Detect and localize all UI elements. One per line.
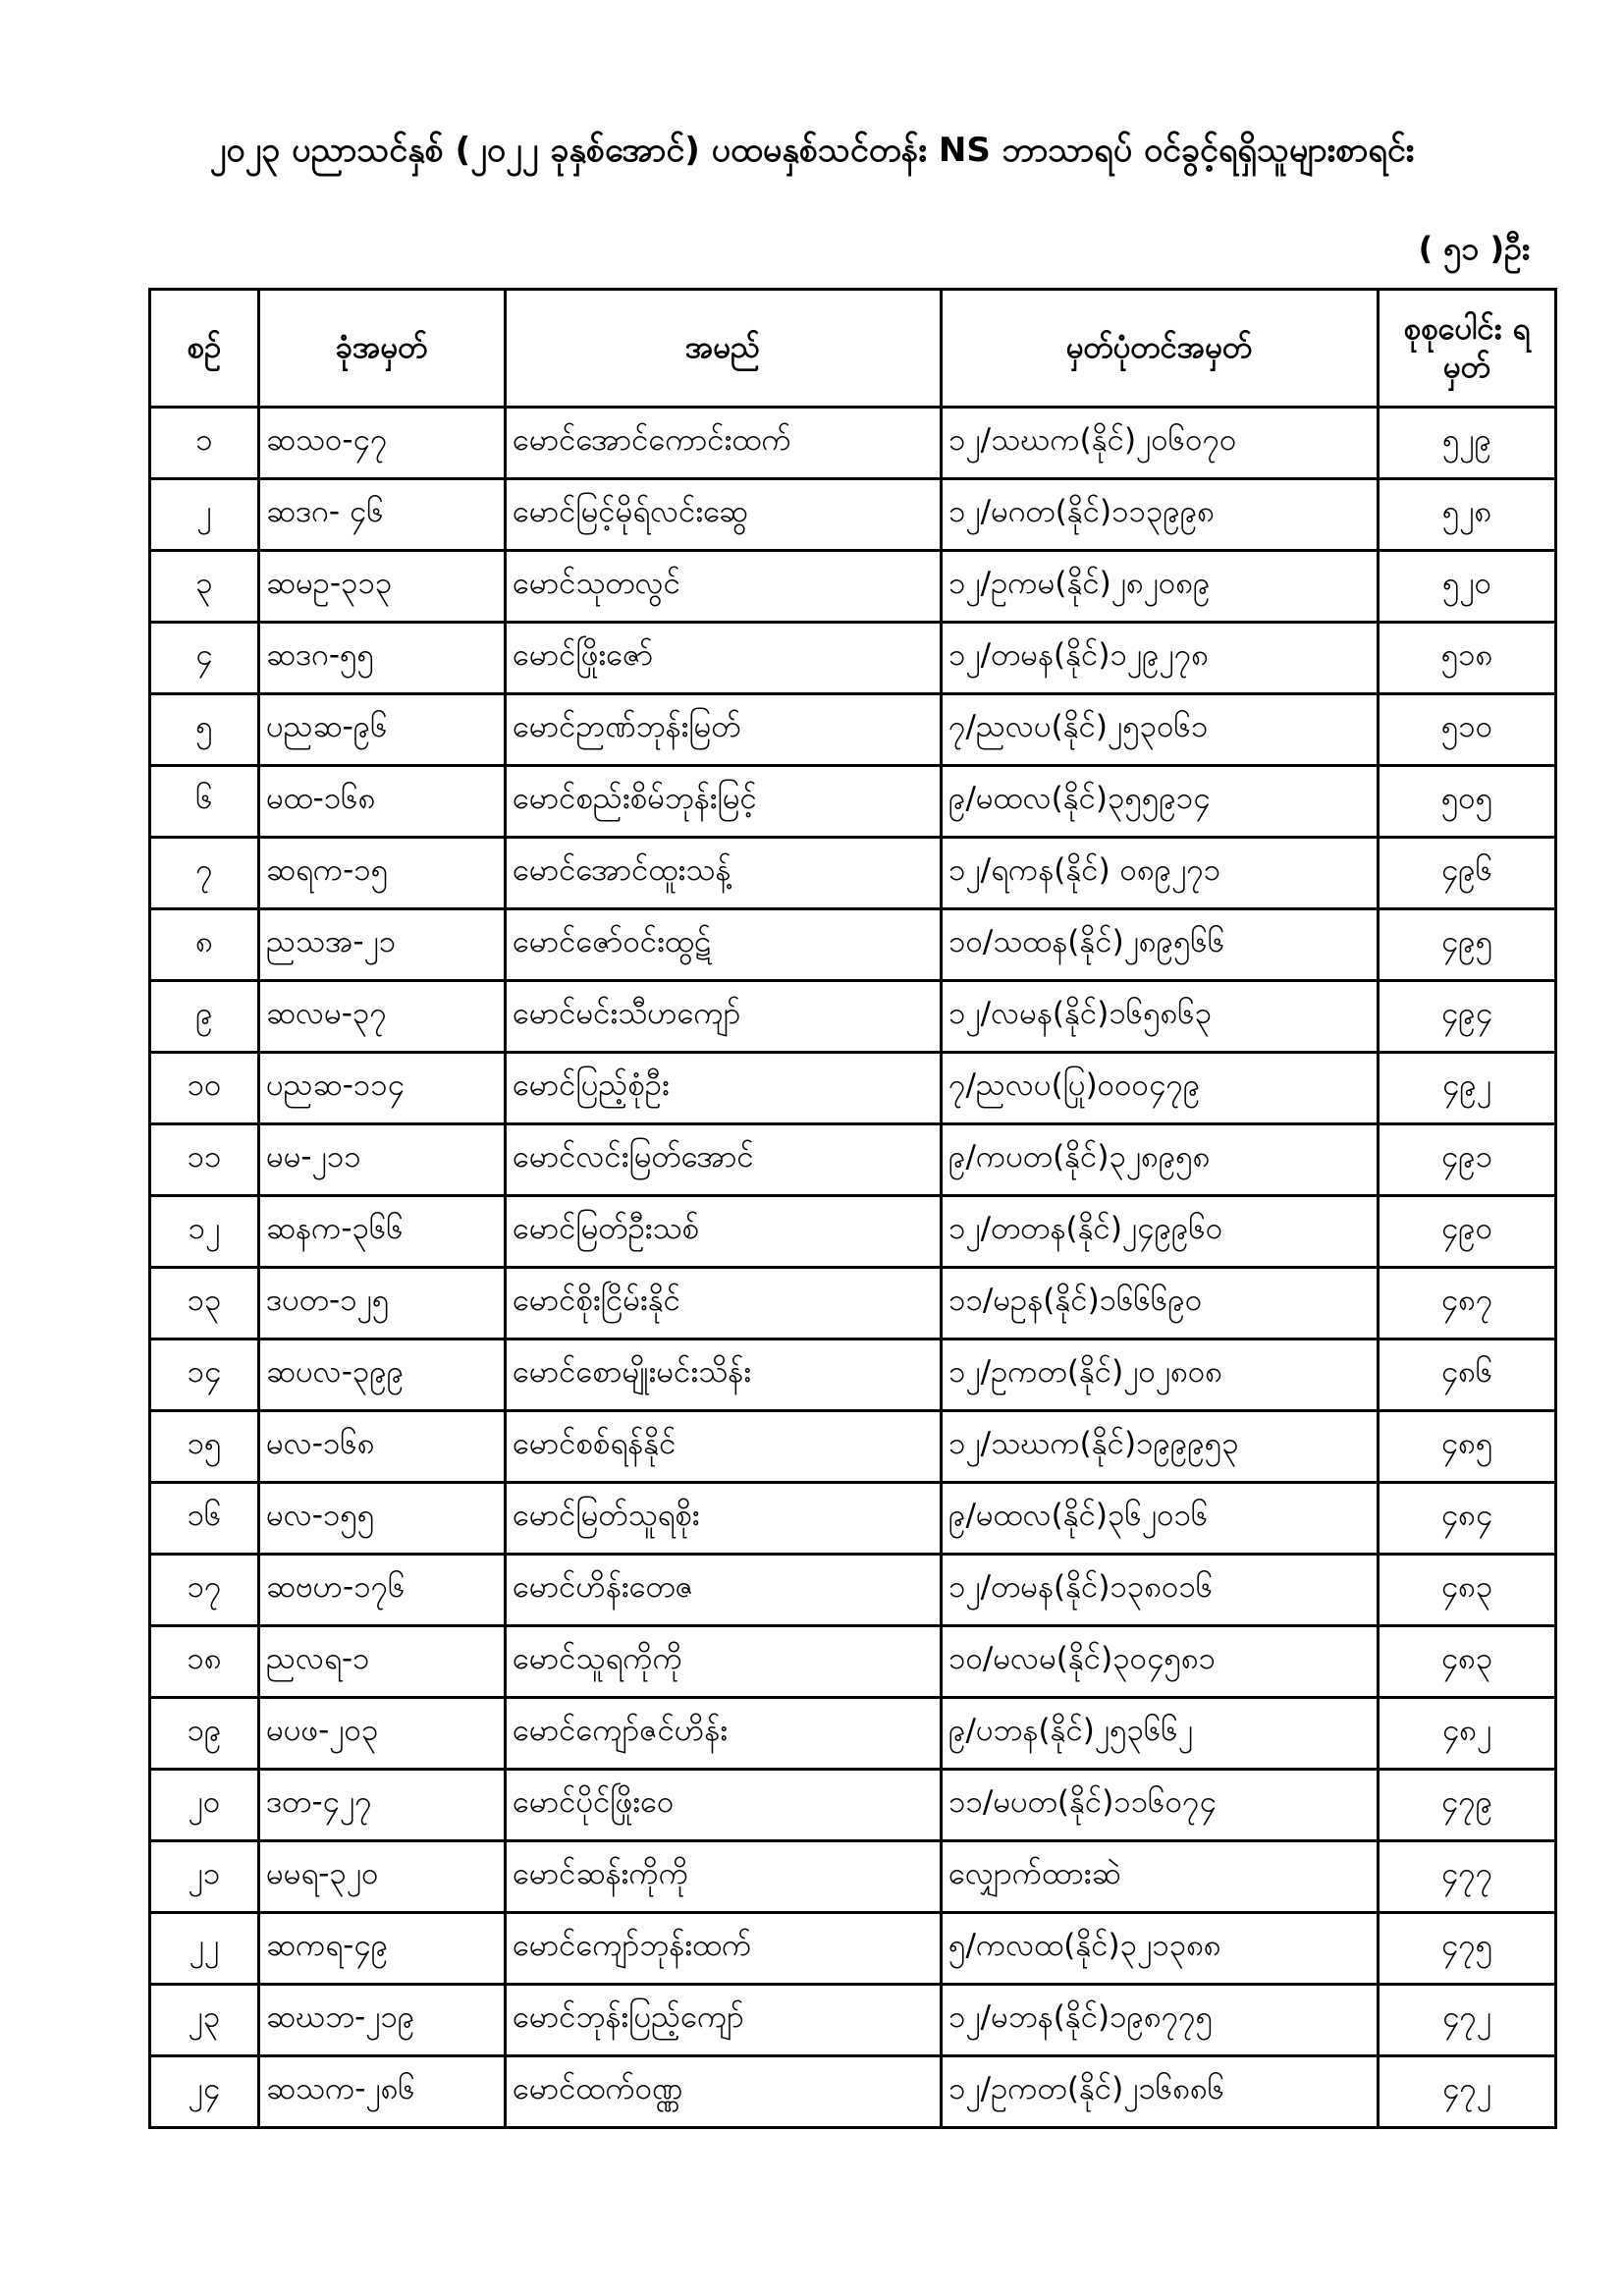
cell-total-score: ၄၈၆ xyxy=(1379,1339,1556,1411)
cell-nrc-number: ၁၂/ရကန(နိုင်) ၀၈၉၂၇၁ xyxy=(942,838,1379,909)
cell-name: မောင်မြင့်မိုရ်လင်းဆွေ xyxy=(506,479,942,551)
cell-total-score: ၄၇၂ xyxy=(1379,2056,1556,2128)
cell-name: မောင်ဇော်ဝင်းထွဋ် xyxy=(506,909,942,981)
cell-name: မောင်ဟိန်းတေဇ xyxy=(506,1555,942,1626)
cell-name: မောင်ဆန်းကိုကို xyxy=(506,1841,942,1913)
cell-name: မောင်အောင်ကောင်းထက် xyxy=(506,408,942,479)
cell-nrc-number: ၁၀/သထန(နိုင်)၂၈၉၅၆၆ xyxy=(942,909,1379,981)
cell-total-score: ၄၇၂ xyxy=(1379,1985,1556,2056)
cell-nrc-number: ၁၂/ဥကတ(နိုင်)၂၁၆၈၈၆ xyxy=(942,2056,1379,2128)
cell-serial-no: ၁၃ xyxy=(150,1268,259,1339)
cell-roll-number: မမရ-၃၂၀ xyxy=(259,1841,506,1913)
cell-total-score: ၄၉၆ xyxy=(1379,838,1556,909)
cell-name: မောင်ကျော်ဘုန်းထက် xyxy=(506,1913,942,1985)
cell-roll-number: ဆရက-၁၅ xyxy=(259,838,506,909)
header-total-score: စုစုပေါင်း ရမှတ် xyxy=(1379,290,1556,408)
table-row xyxy=(150,981,1556,1053)
cell-serial-no: ၂၂ xyxy=(150,1913,259,1985)
cell-name: မောင်ဘုန်းပြည့်ကျော် xyxy=(506,1985,942,2056)
cell-serial-no: ၁၅ xyxy=(150,1411,259,1483)
cell-nrc-number: ၁၂/တမန(နိုင်)၁၃၈၀၁၆ xyxy=(942,1555,1379,1626)
cell-total-score: ၄၇၉ xyxy=(1379,1770,1556,1841)
table-row xyxy=(150,909,1556,981)
cell-nrc-number: ၁၂/လမန(နိုင်)၁၆၅၈၆၃ xyxy=(942,981,1379,1053)
cell-nrc-number: ၁၀/မလမ(နိုင်)၃၀၄၅၈၁ xyxy=(942,1626,1379,1698)
cell-serial-no: ၂၃ xyxy=(150,1985,259,2056)
cell-serial-no: ၉ xyxy=(150,981,259,1053)
cell-total-score: ၄၇၇ xyxy=(1379,1841,1556,1913)
cell-nrc-number: ၁၁/မပတ(နိုင်)၁၁၆၀၇၄ xyxy=(942,1770,1379,1841)
cell-roll-number: ဒတ-၄၂၇ xyxy=(259,1770,506,1841)
cell-serial-no: ၁၁ xyxy=(150,1124,259,1196)
cell-name: မောင်ဖြိုးဇော် xyxy=(506,623,942,694)
cell-total-score: ၅၂၈ xyxy=(1379,479,1556,551)
cell-nrc-number: ၁၂/ဥကတ(နိုင်)၂၀၂၈၀၈ xyxy=(942,1339,1379,1411)
cell-total-score: ၄၉၂ xyxy=(1379,1053,1556,1124)
table-row xyxy=(150,1555,1556,1626)
cell-name: မောင်ဉာဏ်ဘုန်းမြတ် xyxy=(506,694,942,766)
cell-total-score: ၄၈၄ xyxy=(1379,1483,1556,1555)
cell-total-score: ၄၉၀ xyxy=(1379,1196,1556,1268)
cell-serial-no: ၂၄ xyxy=(150,2056,259,2128)
cell-roll-number: ဆဒဂ- ၄၆ xyxy=(259,479,506,551)
table-row xyxy=(150,551,1556,623)
admission-list-table xyxy=(148,288,1557,2129)
cell-total-score: ၄၉၁ xyxy=(1379,1124,1556,1196)
cell-name: မောင်သူရကိုကို xyxy=(506,1626,942,1698)
cell-roll-number: မထ-၁၆၈ xyxy=(259,766,506,838)
cell-roll-number: ဒပတ-၁၂၅ xyxy=(259,1268,506,1339)
cell-roll-number: ဆသဝ-၄၇ xyxy=(259,408,506,479)
header-roll-number: ခုံအမှတ် xyxy=(259,290,506,408)
table-row xyxy=(150,1841,1556,1913)
cell-total-score: ၅၂၀ xyxy=(1379,551,1556,623)
cell-total-score: ၄၉၅ xyxy=(1379,909,1556,981)
total-count-label: ( ၅၁ )ဦး xyxy=(1418,230,1530,267)
cell-roll-number: ဆနက-၃၆၆ xyxy=(259,1196,506,1268)
cell-name: မောင်မင်းသီဟကျော် xyxy=(506,981,942,1053)
cell-roll-number: မလ-၁၆၈ xyxy=(259,1411,506,1483)
cell-serial-no: ၈ xyxy=(150,909,259,981)
cell-serial-no: ၁ xyxy=(150,408,259,479)
cell-total-score: ၄၉၄ xyxy=(1379,981,1556,1053)
document-title: ၂၀၂၃ ပညာသင်နှစ် (၂၀၂၂ ခုနှစ်အောင်) ပထမနှစ်သင်တန်း NS ဘာသာရပ် ဝင်ခွင့်ရရှိသူများစာရင်း xyxy=(209,131,1415,170)
cell-serial-no: ၁၇ xyxy=(150,1555,259,1626)
cell-serial-no: ၂ xyxy=(150,479,259,551)
table-body xyxy=(150,408,1556,2128)
cell-name: မောင်စိုးငြိမ်းနိုင် xyxy=(506,1268,942,1339)
table-row xyxy=(150,408,1556,479)
cell-serial-no: ၁၄ xyxy=(150,1339,259,1411)
cell-serial-no: ၁၀ xyxy=(150,1053,259,1124)
cell-serial-no: ၃ xyxy=(150,551,259,623)
cell-nrc-number: ၁၂/ဥကမ(နိုင်)၂၈၂၀၈၉ xyxy=(942,551,1379,623)
table-row xyxy=(150,2056,1556,2128)
cell-name: မောင်မြတ်သူရစိုး xyxy=(506,1483,942,1555)
table-row xyxy=(150,838,1556,909)
cell-serial-no: ၄ xyxy=(150,623,259,694)
cell-name: မောင်ထက်ဝဏ္ဏ xyxy=(506,2056,942,2128)
cell-roll-number: ဆဃဘ-၂၁၉ xyxy=(259,1985,506,2056)
cell-serial-no: ၁၆ xyxy=(150,1483,259,1555)
cell-total-score: ၅၁၈ xyxy=(1379,623,1556,694)
cell-nrc-number: ၁၂/သဃက(နိုင်)၁၉၉၉၅၃ xyxy=(942,1411,1379,1483)
cell-nrc-number: ၇/ညလပ(နိုင်)၂၅၃၀၆၁ xyxy=(942,694,1379,766)
cell-roll-number: ဆသက-၂၈၆ xyxy=(259,2056,506,2128)
table-row xyxy=(150,1339,1556,1411)
cell-roll-number: မမ-၂၁၁ xyxy=(259,1124,506,1196)
cell-roll-number: ညသအ-၂၁ xyxy=(259,909,506,981)
cell-serial-no: ၁၂ xyxy=(150,1196,259,1268)
cell-name: မောင်ပြည့်စုံဦး xyxy=(506,1053,942,1124)
cell-total-score: ၄၈၃ xyxy=(1379,1555,1556,1626)
cell-total-score: ၄၈၇ xyxy=(1379,1268,1556,1339)
table-row xyxy=(150,1053,1556,1124)
table-row xyxy=(150,1770,1556,1841)
cell-roll-number: ပညဆ-၁၁၄ xyxy=(259,1053,506,1124)
table-row xyxy=(150,1124,1556,1196)
cell-total-score: ၄၇၅ xyxy=(1379,1913,1556,1985)
cell-nrc-number: ၉/ပဘန(နိုင်)၂၅၃၆၆၂ xyxy=(942,1698,1379,1770)
table-row xyxy=(150,1196,1556,1268)
cell-roll-number: မလ-၁၅၅ xyxy=(259,1483,506,1555)
cell-name: မောင်စည်းစိမ်ဘုန်းမြင့် xyxy=(506,766,942,838)
cell-nrc-number: ၁၂/တမန(နိုင်)၁၂၉၂၇၈ xyxy=(942,623,1379,694)
cell-serial-no: ၆ xyxy=(150,766,259,838)
cell-roll-number: ဆဗဟ-၁၇၆ xyxy=(259,1555,506,1626)
cell-total-score: ၅၂၉ xyxy=(1379,408,1556,479)
table-row xyxy=(150,1698,1556,1770)
cell-name: မောင်ကျော်ဇင်ဟိန်း xyxy=(506,1698,942,1770)
table-row xyxy=(150,1626,1556,1698)
cell-roll-number: ညလရ-၁ xyxy=(259,1626,506,1698)
cell-serial-no: ၂၁ xyxy=(150,1841,259,1913)
cell-roll-number: ပညဆ-၉၆ xyxy=(259,694,506,766)
header-row xyxy=(150,290,1556,408)
cell-name: မောင်ပိုင်ဖြိုးဝေ xyxy=(506,1770,942,1841)
cell-nrc-number: လျှောက်ထားဆဲ xyxy=(942,1841,1379,1913)
cell-name: မောင်စောမျိုးမင်းသိန်း xyxy=(506,1339,942,1411)
cell-total-score: ၅၁၀ xyxy=(1379,694,1556,766)
cell-roll-number: ဆကရ-၄၉ xyxy=(259,1913,506,1985)
cell-nrc-number: ၁၂/မဘန(နိုင်)၁၉၈၇၇၅ xyxy=(942,1985,1379,2056)
cell-roll-number: ဆလမ-၃၇ xyxy=(259,981,506,1053)
cell-nrc-number: ၉/မထလ(နိုင်)၃၆၂၀၁၆ xyxy=(942,1483,1379,1555)
header-serial-no: စဉ် xyxy=(150,290,259,408)
cell-total-score: ၄၈၅ xyxy=(1379,1411,1556,1483)
table-header xyxy=(150,290,1556,408)
cell-roll-number: မပဖ-၂၀၃ xyxy=(259,1698,506,1770)
cell-serial-no: ၇ xyxy=(150,838,259,909)
cell-nrc-number: ၁၂/တတန(နိုင်)၂၄၉၉၆၀ xyxy=(942,1196,1379,1268)
header-nrc-number: မှတ်ပုံတင်အမှတ် xyxy=(942,290,1379,408)
cell-nrc-number: ၁၂/မဂတ(နိုင်)၁၁၃၉၉၈ xyxy=(942,479,1379,551)
table-row xyxy=(150,623,1556,694)
cell-nrc-number: ၉/မထလ(နိုင်)၃၅၅၉၁၄ xyxy=(942,766,1379,838)
cell-name: မောင်မြတ်ဦးသစ် xyxy=(506,1196,942,1268)
cell-roll-number: ဆပလ-၃၉၉ xyxy=(259,1339,506,1411)
cell-total-score: ၄၈၂ xyxy=(1379,1698,1556,1770)
table-row xyxy=(150,1913,1556,1985)
table-row xyxy=(150,479,1556,551)
cell-total-score: ၅၀၅ xyxy=(1379,766,1556,838)
cell-serial-no: ၁၈ xyxy=(150,1626,259,1698)
table-row xyxy=(150,1985,1556,2056)
cell-name: မောင်စစ်ရန်နိုင် xyxy=(506,1411,942,1483)
table-row xyxy=(150,1268,1556,1339)
table-row xyxy=(150,694,1556,766)
table-row xyxy=(150,766,1556,838)
cell-serial-no: ၅ xyxy=(150,694,259,766)
table-row xyxy=(150,1411,1556,1483)
cell-nrc-number: ၅/ကလထ(နိုင်)၃၂၁၃၈၈ xyxy=(942,1913,1379,1985)
cell-serial-no: ၁၉ xyxy=(150,1698,259,1770)
cell-name: မောင်သုတလွင် xyxy=(506,551,942,623)
cell-name: မောင်အောင်ထူးသန့် xyxy=(506,838,942,909)
cell-nrc-number: ၉/ကပတ(နိုင်)၃၂၈၉၅၈ xyxy=(942,1124,1379,1196)
cell-serial-no: ၂၀ xyxy=(150,1770,259,1841)
cell-total-score: ၄၈၃ xyxy=(1379,1626,1556,1698)
cell-roll-number: ဆမဥ-၃၁၃ xyxy=(259,551,506,623)
cell-roll-number: ဆဒဂ-၅၅ xyxy=(259,623,506,694)
header-name: အမည် xyxy=(506,290,942,408)
cell-nrc-number: ၁၁/မဥန(နိုင်)၁၆၆၆၉၀ xyxy=(942,1268,1379,1339)
table-row xyxy=(150,1483,1556,1555)
cell-nrc-number: ၁၂/သဃက(နိုင်)၂၀၆၀၇၀ xyxy=(942,408,1379,479)
cell-nrc-number: ၇/ညလပ(ပြု)၀၀၀၄၇၉ xyxy=(942,1053,1379,1124)
cell-name: မောင်လင်းမြတ်အောင် xyxy=(506,1124,942,1196)
